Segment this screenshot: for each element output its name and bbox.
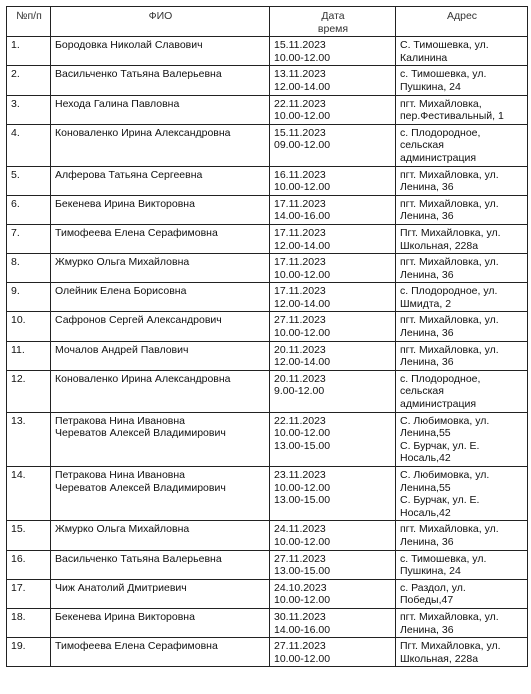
- cell-name: Мочалов Андрей Павлович: [51, 341, 270, 370]
- cell-datetime: 16.11.2023 10.00-12.00: [270, 166, 396, 195]
- table-row: [7, 412, 528, 466]
- cell-address: пгт. Михайловка, пер.Фестивальный, 1: [396, 95, 528, 124]
- table-row: [7, 579, 528, 608]
- cell-datetime: 30.11.2023 14.00-16.00: [270, 608, 396, 637]
- table-row: [7, 224, 528, 253]
- cell-address: с. Тимошевка, ул. Пушкина, 24: [396, 66, 528, 95]
- cell-datetime: 15.11.2023 09.00-12.00: [270, 124, 396, 166]
- cell-datetime: 27.11.2023 13.00-15.00: [270, 550, 396, 579]
- table-row: [7, 341, 528, 370]
- cell-name: Алферова Татьяна Сергеевна: [51, 166, 270, 195]
- schedule-table: [6, 6, 528, 667]
- cell-address: С. Любимовка, ул. Ленина,55 С. Бурчак, ул. Е. Носаль,42: [396, 467, 528, 521]
- cell-name: Петракова Нина Ивановна Череватов Алексей Владимирович: [51, 467, 270, 521]
- header-name: ФИО: [51, 7, 270, 37]
- cell-name: Коноваленко Ирина Александровна: [51, 124, 270, 166]
- cell-num: 5.: [7, 166, 51, 195]
- cell-address: пгт. Михайловка, ул. Ленина, 36: [396, 195, 528, 224]
- header-datetime: Дата время: [270, 7, 396, 37]
- cell-address: с. Плодородное, сельская администрация: [396, 370, 528, 412]
- table-header-row: [7, 7, 528, 37]
- cell-num: 18.: [7, 608, 51, 637]
- table-row: [7, 370, 528, 412]
- cell-name: Петракова Нина Ивановна Череватов Алексей Владимирович: [51, 412, 270, 466]
- cell-num: 12.: [7, 370, 51, 412]
- cell-num: 9.: [7, 283, 51, 312]
- cell-num: 10.: [7, 312, 51, 341]
- table-row: [7, 521, 528, 550]
- cell-name: Васильченко Татьяна Валерьевна: [51, 550, 270, 579]
- cell-name: Бородовка Николай Славович: [51, 37, 270, 66]
- cell-name: Олейник Елена Борисовна: [51, 283, 270, 312]
- table-row: [7, 550, 528, 579]
- cell-datetime: 17.11.2023 12.00-14.00: [270, 224, 396, 253]
- table-row: [7, 66, 528, 95]
- cell-address: Пгт. Михайловка, ул. Школьная, 228а: [396, 638, 528, 667]
- cell-name: Чиж Анатолий Дмитриевич: [51, 579, 270, 608]
- cell-name: Нехода Галина Павловна: [51, 95, 270, 124]
- cell-datetime: 13.11.2023 12.00-14.00: [270, 66, 396, 95]
- cell-num: 16.: [7, 550, 51, 579]
- cell-address: с. Плодородное, ул. Шмидта, 2: [396, 283, 528, 312]
- cell-num: 2.: [7, 66, 51, 95]
- cell-address: пгт. Михайловка, ул. Ленина, 36: [396, 166, 528, 195]
- cell-num: 4.: [7, 124, 51, 166]
- table-body: [7, 37, 528, 667]
- cell-datetime: 27.11.2023 10.00-12.00: [270, 638, 396, 667]
- header-address: Адрес: [396, 7, 528, 37]
- cell-datetime: 27.11.2023 10.00-12.00: [270, 312, 396, 341]
- cell-name: Бекенева Ирина Викторовна: [51, 608, 270, 637]
- cell-datetime: 24.10.2023 10.00-12.00: [270, 579, 396, 608]
- cell-datetime: 23.11.2023 10.00-12.00 13.00-15.00: [270, 467, 396, 521]
- table-row: [7, 195, 528, 224]
- cell-datetime: 22.11.2023 10.00-12.00 13.00-15.00: [270, 412, 396, 466]
- cell-num: 11.: [7, 341, 51, 370]
- table-row: [7, 467, 528, 521]
- cell-num: 7.: [7, 224, 51, 253]
- table-row: [7, 283, 528, 312]
- cell-address: С. Тимошевка, ул. Калинина: [396, 37, 528, 66]
- table-row: [7, 95, 528, 124]
- cell-address: с. Раздол, ул. Победы,47: [396, 579, 528, 608]
- cell-address: пгт. Михайловка, ул. Ленина, 36: [396, 521, 528, 550]
- cell-address: с. Тимошевка, ул. Пушкина, 24: [396, 550, 528, 579]
- table-row: [7, 638, 528, 667]
- cell-num: 17.: [7, 579, 51, 608]
- cell-name: Сафронов Сергей Александрович: [51, 312, 270, 341]
- cell-num: 13.: [7, 412, 51, 466]
- cell-num: 3.: [7, 95, 51, 124]
- table-row: [7, 608, 528, 637]
- table-row: [7, 37, 528, 66]
- header-num: №п/п: [7, 7, 51, 37]
- cell-datetime: 22.11.2023 10.00-12.00: [270, 95, 396, 124]
- cell-datetime: 17.11.2023 10.00-12.00: [270, 254, 396, 283]
- cell-address: пгт. Михайловка, ул. Ленина, 36: [396, 254, 528, 283]
- table-row: [7, 312, 528, 341]
- cell-name: Жмурко Ольга Михайловна: [51, 521, 270, 550]
- cell-address: с. Плодородное, сельская администрация: [396, 124, 528, 166]
- cell-num: 19.: [7, 638, 51, 667]
- cell-name: Васильченко Татьяна Валерьевна: [51, 66, 270, 95]
- cell-address: пгт. Михайловка, ул. Ленина, 36: [396, 312, 528, 341]
- cell-datetime: 17.11.2023 14.00-16.00: [270, 195, 396, 224]
- cell-address: пгт. Михайловка, ул. Ленина, 36: [396, 608, 528, 637]
- cell-address: пгт. Михайловка, ул. Ленина, 36: [396, 341, 528, 370]
- cell-num: 8.: [7, 254, 51, 283]
- cell-num: 6.: [7, 195, 51, 224]
- cell-name: Тимофеева Елена Серафимовна: [51, 638, 270, 667]
- cell-num: 14.: [7, 467, 51, 521]
- cell-num: 15.: [7, 521, 51, 550]
- cell-name: Тимофеева Елена Серафимовна: [51, 224, 270, 253]
- table-row: [7, 254, 528, 283]
- table-row: [7, 166, 528, 195]
- cell-datetime: 24.11.2023 10.00-12.00: [270, 521, 396, 550]
- cell-name: Бекенева Ирина Викторовна: [51, 195, 270, 224]
- cell-num: 1.: [7, 37, 51, 66]
- cell-address: Пгт. Михайловка, ул. Школьная, 228а: [396, 224, 528, 253]
- cell-name: Жмурко Ольга Михайловна: [51, 254, 270, 283]
- cell-datetime: 20.11.2023 9.00-12.00: [270, 370, 396, 412]
- cell-datetime: 15.11.2023 10.00-12.00: [270, 37, 396, 66]
- cell-name: Коноваленко Ирина Александровна: [51, 370, 270, 412]
- cell-datetime: 17.11.2023 12.00-14.00: [270, 283, 396, 312]
- cell-datetime: 20.11.2023 12.00-14.00: [270, 341, 396, 370]
- table-row: [7, 124, 528, 166]
- cell-address: С. Любимовка, ул. Ленина,55 С. Бурчак, ул. Е. Носаль,42: [396, 412, 528, 466]
